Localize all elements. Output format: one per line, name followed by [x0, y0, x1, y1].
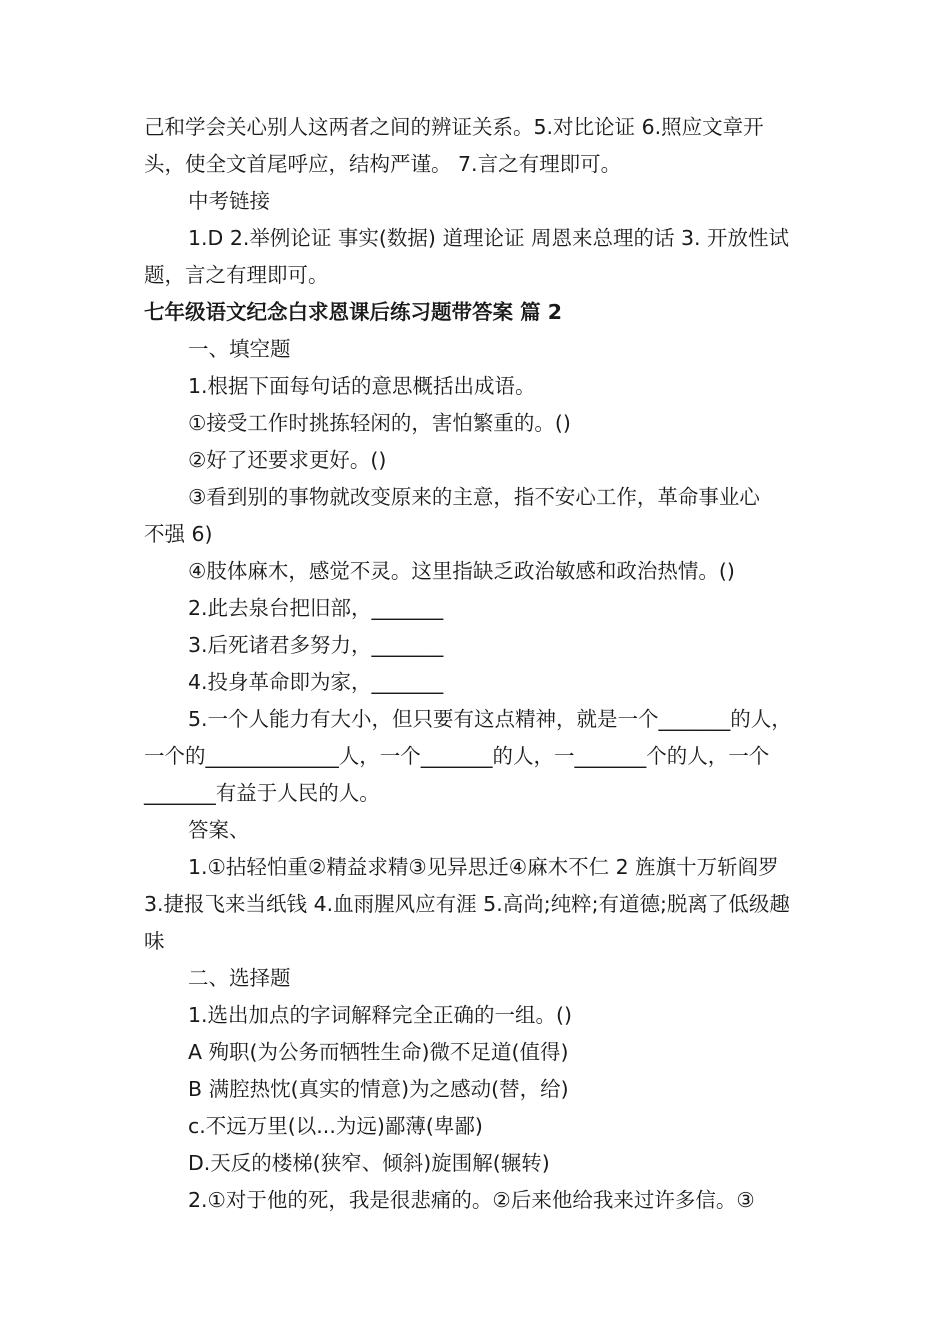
question-line: 5.一个人能力有大小，但只要有这点精神，就是一个_______的人，: [188, 707, 792, 731]
section-heading: 七年级语文纪念白求恩课后练习题带答案 篇 2: [144, 300, 563, 324]
question-line: ③看到别的事物就改变原来的主意，指不安心工作，革命事业心: [188, 485, 760, 509]
text-line: 头，使全文首尾呼应，结构严谨。 7.言之有理即可。: [144, 152, 622, 176]
question-line: 1.根据下面每句话的意思概括出成语。: [188, 374, 536, 398]
subheading: 答案、: [188, 818, 250, 842]
question-line: 不强 6): [144, 522, 213, 546]
question-line: 2.此去泉台把旧部，_______: [188, 596, 444, 620]
question-line: ①接受工作时挑拣轻闲的，害怕繁重的。(): [188, 411, 571, 435]
option-line: B 满腔热忱(真实的情意)为之感动(替，给): [188, 1077, 569, 1101]
subheading: 一、填空题: [188, 337, 291, 361]
answer-line: 味: [144, 929, 165, 953]
question-line: 4.投身革命即为家，_______: [188, 670, 444, 694]
question-line: ④肢体麻木，感觉不灵。这里指缺乏政治敏感和政治热情。(): [188, 559, 735, 583]
document-body: [144, 109, 836, 1219]
subheading: 中考链接: [188, 189, 270, 213]
question-line: 一个的_____________人，一个_______的人，一_______个的人，一个: [144, 744, 770, 768]
question-line: ②好了还要求更好。(): [188, 448, 387, 472]
option-line: D.天反的楼梯(狭窄、倾斜)旋围解(辗转): [188, 1151, 550, 1175]
text-line: 题，言之有理即可。: [144, 263, 329, 287]
subheading: 二、选择题: [188, 966, 291, 990]
text-line: 己和学会关心别人这两者之间的辨证关系。5.对比论证 6.照应文章开: [144, 115, 764, 139]
question-line: 2.①对于他的死，我是很悲痛的。②后来他给我来过许多信。③: [188, 1188, 755, 1212]
answer-line: 3.捷报飞来当纸钱 4.血雨腥风应有涯 5.高尚;纯粹;有道德;脱离了低级趣: [144, 892, 790, 916]
text-line: 1.D 2.举例论证 事实(数据) 道理论证 周恩来总理的话 3. 开放性试: [188, 226, 790, 250]
answer-line: 1.①拈轻怕重②精益求精③见异思迁④麻木不仁 2 旌旗十万斩阎罗: [188, 855, 779, 879]
question-line: _______有益于人民的人。: [144, 781, 380, 805]
question-line: 1.选出加点的字词解释完全正确的一组。(): [188, 1003, 573, 1027]
question-line: 3.后死诸君多努力，_______: [188, 633, 444, 657]
option-line: A 殉职(为公务而牺牲生命)微不足道(值得): [188, 1040, 569, 1064]
option-line: c.不远万里(以...为远)鄙薄(卑鄙): [188, 1114, 483, 1138]
